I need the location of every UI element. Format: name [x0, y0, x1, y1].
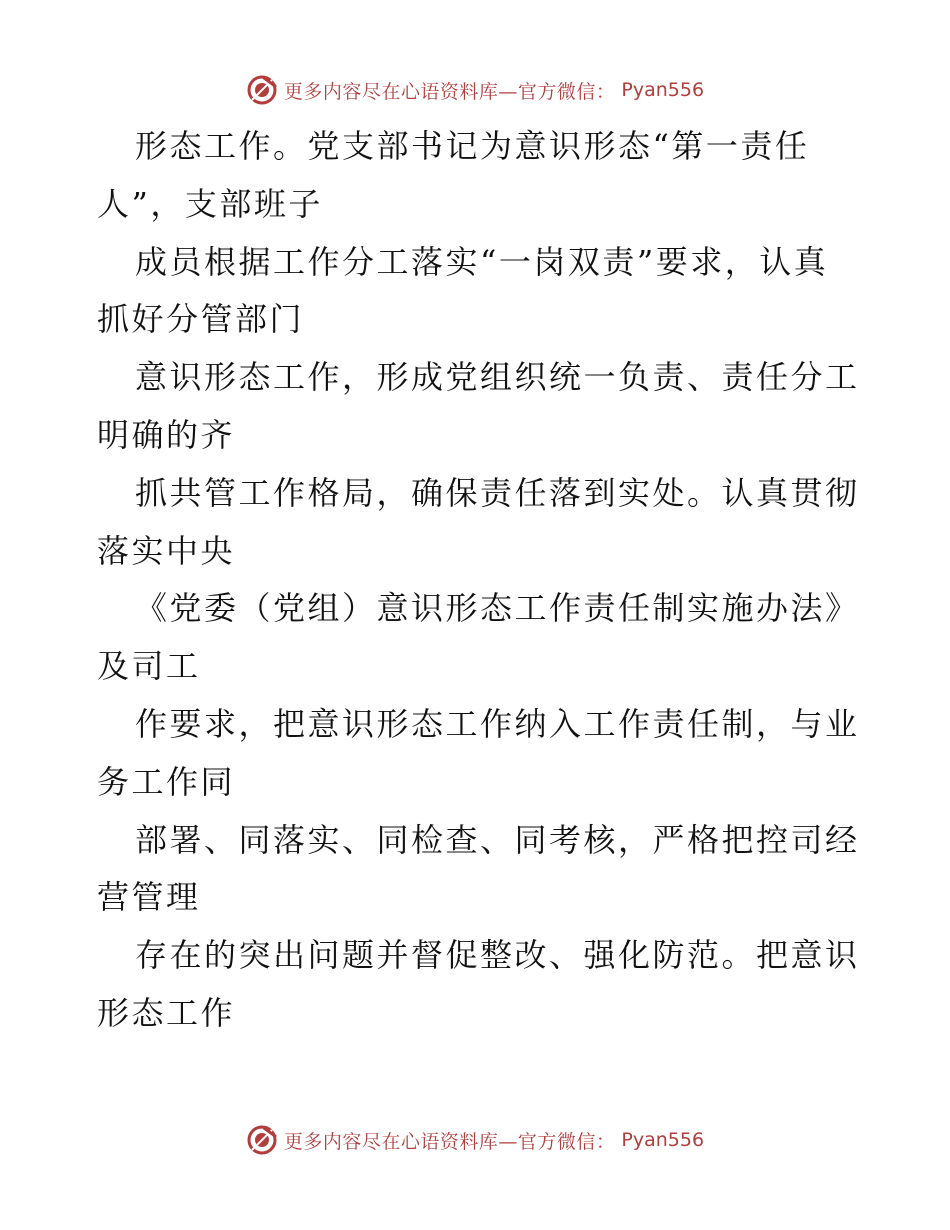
text-line: 抓好分管部门 [97, 300, 305, 339]
red-seal-logo-icon [246, 74, 278, 106]
watermark-text: 更多内容尽在心语资料库—官方微信： [283, 80, 616, 103]
text-line: 《党委（党组）意识形态工作责任制实施办法》 [135, 589, 860, 628]
text-line: 形态工作 [97, 993, 236, 1032]
text-line: 抓共管工作格局，确保责任落到实处。认真贯彻 [135, 473, 860, 512]
text-line: 形态工作。党支部书记为意识形态“第一责任 [135, 127, 810, 165]
header-watermark [0, 70, 950, 110]
text-line: 作要求，把意识形态工作纳入工作责任制，与业 [135, 704, 860, 743]
text-line: 成员根据工作分工落实“一岗双责”要求，认真 [135, 242, 829, 281]
watermark-account: Pyan556 [621, 1129, 705, 1151]
text-line: 存在的突出问题并督促整改、强化防范。把意识 [135, 936, 860, 975]
text-line: 务工作同 [97, 762, 236, 801]
text-line: 营管理 [97, 878, 201, 917]
red-seal-logo-icon [246, 1124, 278, 1156]
footer-watermark [0, 1120, 950, 1160]
text-line: 人”，支部班子 [97, 184, 323, 223]
watermark-account: Pyan556 [621, 79, 705, 101]
text-line: 落实中央 [97, 531, 236, 570]
text-line: 及司工 [97, 647, 201, 686]
watermark-text: 更多内容尽在心语资料库—官方微信： [283, 1130, 616, 1153]
text-line: 意识形态工作，形成党组织统一负责、责任分工 [135, 358, 860, 397]
document-body [97, 118, 860, 1043]
text-line: 部署、同落实、同检查、同考核，严格把控司经 [135, 820, 860, 859]
text-line: 明确的齐 [97, 415, 236, 454]
